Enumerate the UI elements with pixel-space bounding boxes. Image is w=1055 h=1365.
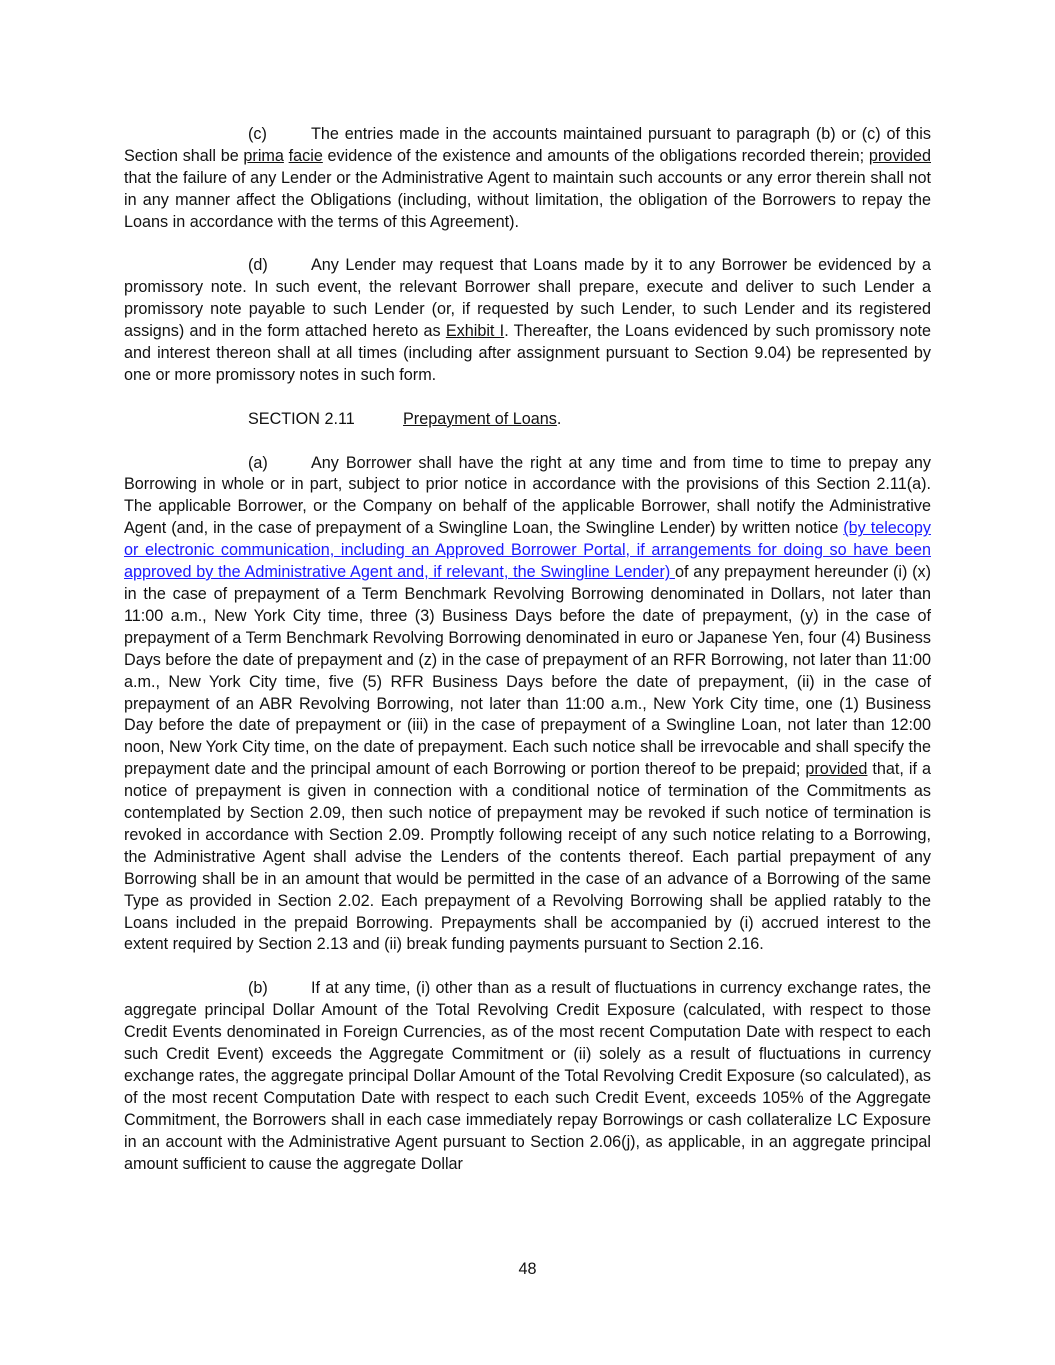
paragraph-text: . Thereafter, the Loans evidenced by such promissory note and interest thereon shall at all times (including after assignment pursuant to Section 9.04) be represented by one or more promissory notes in such form.: [124, 322, 931, 384]
paragraph-label: (d): [248, 256, 268, 275]
paragraph-text: that, if a notice of prepayment is given in connection with a conditional notice of termination of the Commitments as contemplated by Section 2.09, then such notice of prepayment may be revoked if such notice of termination is revoked in accordance with Section 2.09. Promptly following receipt of any such notice relating to a Borrowing, the Administrative Agent shall advise the Lenders of the contents thereof. Each partial prepayment of any Borrowing shall be in an amount that would be permitted in the case of an advance of a Borrowing of the same Type as provided in Section 2.02. Each prepayment of a Revolving Borrowing shall be applied ratably to the Loans included in the prepaid Borrowing. Prepayments shall be accompanied by (i) accrued interest to the extent required by Section 2.13 and (ii) break funding payments pursuant to Section 2.16.: [124, 760, 931, 954]
section-number: SECTION 2.11: [248, 409, 355, 428]
paragraph-text: Any Borrower shall have the right at any time and from time to time to prepay any Borrowing in whole or in part, subject to prior notice in accordance with the provisions of this Section 2.11(a). The applicable Borrower, or the Company on behalf of the applicable Borrower, shall notify the Administrative Agent (and, in the case of prepayment of a Swingline Loan, the Swingline Lender) by written notice: [124, 453, 931, 538]
paragraph-text: The entries made in the accounts maintained pursuant to paragraph (b) or (c) of this Section shall be: [124, 125, 931, 165]
paragraph-text: Any Lender may request that Loans made by it to any Borrower be evidenced by a promissory note. In such event, the relevant Borrower shall prepare, execute and deliver to such Lender a promissory note payable to such Lender (or, if requested by such Lender, to such Lender and its registered assigns) and in the form attached hereto as: [124, 256, 931, 341]
paragraph-text: that the failure of any Lender or the Administrative Agent to maintain such accounts or any error therein shall not in any manner affect the Obligations (including, without limitation, the obligation of the Borrowers to repay the Loans in accordance with the terms of this Agreement).: [124, 168, 931, 231]
paragraph-a: [124, 453, 931, 957]
page-number: 48: [518, 1260, 537, 1278]
section-title-period: .: [556, 409, 562, 428]
section-title: Prepayment of Loans: [403, 409, 557, 428]
paragraph-label: (a): [248, 453, 268, 472]
paragraph-label: (b): [248, 979, 268, 998]
underlined-term: facie: [288, 146, 323, 165]
paragraph-b: [124, 978, 931, 1175]
paragraph-c: [124, 124, 931, 234]
exhibit-reference: Exhibit I: [445, 322, 505, 341]
paragraph-label: (c): [248, 125, 267, 143]
underlined-term: provided: [805, 760, 868, 779]
paragraph-text: evidence of the existence and amounts of the obligations recorded therein;: [322, 146, 869, 165]
underlined-term: provided: [868, 146, 931, 165]
document-page: [124, 124, 931, 1197]
underlined-term: prima: [243, 146, 284, 165]
inserted-text: (by telecopy or electronic communication, including an Approved Borrower Portal, if arrangements for doing so have been approved by the Administrative Agent and, if relevant, the Swingline Lender): [124, 519, 931, 582]
paragraph-text: If at any time, (i) other than as a result of fluctuations in currency exchange rates, the aggregate principal Dollar Amount of the Total Revolving Credit Exposure (calculated, with respect to those Credit Events denominated in Foreign Currencies, as of the most recent Computation Date with respect to each such Credit Event) exceeds the Aggregate Commitment or (ii) solely as a result of fluctuations in currency exchange rates, the aggregate principal Dollar Amount of the Total Revolving Credit Exposure (so calculated), as of the most recent Computation Date with respect to each such Credit Event, exceeds 105% of the Aggregate Commitment, the Borrowers shall in each case immediately repay Borrowings or cash collateralize LC Exposure in an account with the Administrative Agent pursuant to Section 2.06(j), as applicable, in an aggregate principal amount sufficient to cause the aggregate Dollar: [124, 979, 931, 1173]
section-heading: [124, 409, 931, 431]
paragraph-text: of any prepayment hereunder (i) (x) in the case of prepayment of a Term Benchmark Revolving Borrowing denominated in Dollars, not later than 11:00 a.m., New York City time, three (3) Business Days before the date of prepayment, (y) in the case of prepayment of a Term Benchmark Revolving Borrowing denominated in euro or Japanese Yen, four (4) Business Days before the date of prepayment and (z) in the case of prepayment of an RFR Borrowing, not later than 11:00 a.m., New York City time, five (5) RFR Business Days before the date of prepayment, (ii) in the case of prepayment of an ABR Revolving Borrowing, not later than 11:00 a.m., New York City time, one (1) Business Day before the date of prepayment or (iii) in the case of prepayment of a Swingline Loan, not later than 12:00 noon, New York City time, on the date of prepayment. Each such notice shall be irrevocable and shall specify the prepayment date and the principal amount of each Borrowing or portion thereof to be prepaid;: [124, 563, 931, 779]
paragraph-d: [124, 255, 931, 386]
